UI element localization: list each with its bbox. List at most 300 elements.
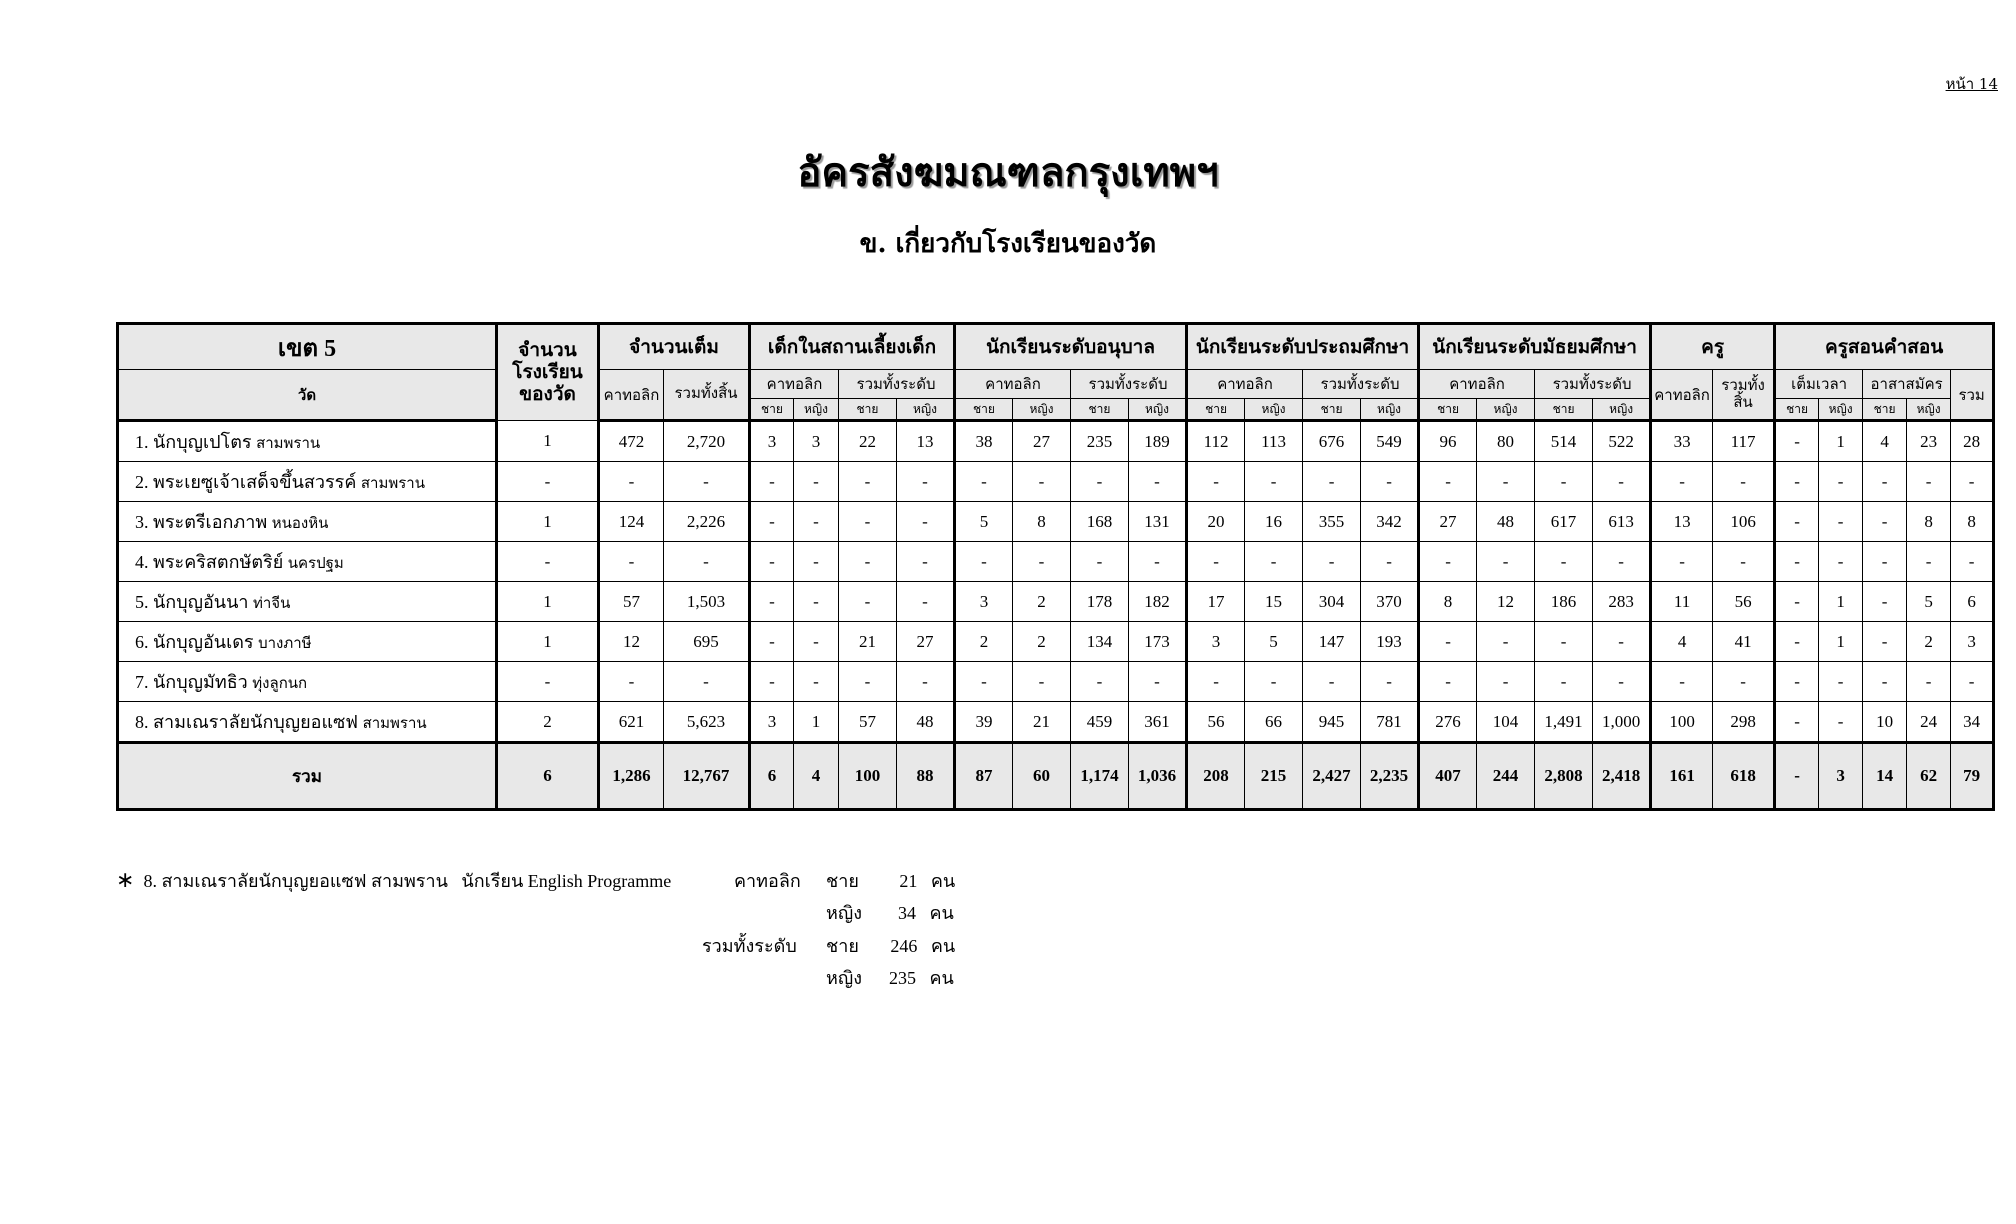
table-cell: - bbox=[1071, 662, 1129, 702]
total-cell: 4 bbox=[794, 743, 839, 810]
teachers-catholic-header: คาทอลิก bbox=[1651, 370, 1713, 421]
total-cell: 88 bbox=[897, 743, 955, 810]
table-cell: 8 bbox=[1013, 502, 1071, 542]
total-cell: 618 bbox=[1713, 743, 1775, 810]
total-cell: 79 bbox=[1951, 743, 1994, 810]
table-cell: - bbox=[1129, 542, 1187, 582]
table-cell: - bbox=[1863, 662, 1907, 702]
total-cell: 62 bbox=[1907, 743, 1951, 810]
table-cell: 1 bbox=[497, 582, 599, 622]
table-cell: - bbox=[1863, 462, 1907, 502]
table-cell: - bbox=[1245, 542, 1303, 582]
table-cell: - bbox=[897, 462, 955, 502]
table-cell: - bbox=[794, 582, 839, 622]
primary-header: นักเรียนระดับประถมศึกษา bbox=[1187, 324, 1419, 370]
table-cell: - bbox=[1775, 582, 1819, 622]
table-cell: 3 bbox=[750, 421, 794, 462]
wat-name: 6. นักบุญอันเดร บางภาษี bbox=[118, 622, 497, 662]
table-row bbox=[118, 462, 1994, 502]
table-cell: 2 bbox=[497, 702, 599, 743]
table-cell: 304 bbox=[1303, 582, 1361, 622]
secondary-all-female-header: หญิง bbox=[1593, 399, 1651, 421]
table-cell: 6 bbox=[1951, 582, 1994, 622]
table-cell: 283 bbox=[1593, 582, 1651, 622]
table-cell: - bbox=[1775, 662, 1819, 702]
total-cell: 1,286 bbox=[599, 743, 664, 810]
table-cell: 80 bbox=[1477, 421, 1535, 462]
table-cell: 2 bbox=[1907, 622, 1951, 662]
table-cell: - bbox=[1951, 662, 1994, 702]
table-cell: - bbox=[1535, 462, 1593, 502]
wat-name: 3. พระตรีเอกภาพ หนองหิน bbox=[118, 502, 497, 542]
table-cell: - bbox=[1863, 622, 1907, 662]
table-cell: 5 bbox=[1907, 582, 1951, 622]
table-cell: 5 bbox=[955, 502, 1013, 542]
total-cell: 407 bbox=[1419, 743, 1477, 810]
table-cell: 189 bbox=[1129, 421, 1187, 462]
footnote-row-catholic-female: หญิง 34 คน bbox=[826, 903, 954, 923]
table-cell: 945 bbox=[1303, 702, 1361, 743]
table-cell: - bbox=[897, 502, 955, 542]
table-cell: - bbox=[794, 502, 839, 542]
fulltime-header: เต็มเวลา bbox=[1775, 370, 1863, 399]
table-cell: - bbox=[1713, 462, 1775, 502]
table-cell: 48 bbox=[1477, 502, 1535, 542]
primary-catholic-female-header: หญิง bbox=[1245, 399, 1303, 421]
full-catholic-header: คาทอลิก bbox=[599, 370, 664, 421]
table-cell: - bbox=[1013, 462, 1071, 502]
table-row bbox=[118, 502, 1994, 542]
table-cell: 2,226 bbox=[664, 502, 750, 542]
table-cell: - bbox=[839, 542, 897, 582]
table-cell: - bbox=[750, 622, 794, 662]
school-statistics-table bbox=[116, 322, 1995, 811]
table-cell: 355 bbox=[1303, 502, 1361, 542]
table-cell: 3 bbox=[1187, 622, 1245, 662]
table-cell: - bbox=[1819, 662, 1863, 702]
catechist-total-header: รวม bbox=[1951, 370, 1994, 421]
table-cell: - bbox=[839, 662, 897, 702]
total-label: รวม bbox=[118, 743, 497, 810]
table-cell: 117 bbox=[1713, 421, 1775, 462]
table-cell: - bbox=[1651, 662, 1713, 702]
table-cell: 33 bbox=[1651, 421, 1713, 462]
secondary-all-male-header: ชาย bbox=[1535, 399, 1593, 421]
table-cell: 361 bbox=[1129, 702, 1187, 743]
table-cell: - bbox=[1819, 542, 1863, 582]
table-cell: - bbox=[794, 622, 839, 662]
footnote-star: ∗ bbox=[116, 867, 135, 892]
table-cell: 38 bbox=[955, 421, 1013, 462]
table-cell: - bbox=[1863, 542, 1907, 582]
table-cell: - bbox=[599, 462, 664, 502]
table-cell: - bbox=[897, 582, 955, 622]
table-cell: 617 bbox=[1535, 502, 1593, 542]
primary-all-male-header: ชาย bbox=[1303, 399, 1361, 421]
table-cell: 134 bbox=[1071, 622, 1129, 662]
primary-catholic-header: คาทอลิก bbox=[1187, 370, 1303, 399]
table-cell: 13 bbox=[1651, 502, 1713, 542]
table-cell: 3 bbox=[794, 421, 839, 462]
table-cell: - bbox=[750, 462, 794, 502]
kg-all-male-header: ชาย bbox=[1071, 399, 1129, 421]
page-number: หน้า 14 bbox=[1945, 75, 1998, 93]
table-cell: - bbox=[1775, 542, 1819, 582]
table-cell: - bbox=[1303, 662, 1361, 702]
table-cell: 57 bbox=[599, 582, 664, 622]
catechists-header: ครูสอนคำสอน bbox=[1775, 324, 1994, 370]
secondary-catholic-male-header: ชาย bbox=[1419, 399, 1477, 421]
table-cell: - bbox=[1361, 462, 1419, 502]
table-row bbox=[118, 702, 1994, 743]
table-cell: 20 bbox=[1187, 502, 1245, 542]
table-cell: - bbox=[794, 462, 839, 502]
footnote-all-label: รวมทั้งระดับ bbox=[702, 936, 797, 956]
total-cell: 215 bbox=[1245, 743, 1303, 810]
table-cell: - bbox=[1819, 502, 1863, 542]
teachers-grand-total-header: รวมทั้งสิ้น bbox=[1713, 370, 1775, 421]
total-cell: 2,235 bbox=[1361, 743, 1419, 810]
table-cell: - bbox=[1713, 542, 1775, 582]
secondary-header: นักเรียนระดับมัธยมศึกษา bbox=[1419, 324, 1651, 370]
table-cell: - bbox=[1651, 462, 1713, 502]
table-cell: 2 bbox=[1013, 582, 1071, 622]
table-cell: - bbox=[1775, 502, 1819, 542]
table-cell: 27 bbox=[1419, 502, 1477, 542]
table-row bbox=[118, 582, 1994, 622]
table-cell: - bbox=[1593, 462, 1651, 502]
table-cell: 12 bbox=[1477, 582, 1535, 622]
secondary-all-header: รวมทั้งระดับ bbox=[1535, 370, 1651, 399]
table-cell: - bbox=[1535, 622, 1593, 662]
page-subtitle: ข. เกี่ยวกับโรงเรียนของวัด bbox=[859, 229, 1157, 259]
table-cell: 21 bbox=[839, 622, 897, 662]
table-cell: 10 bbox=[1863, 702, 1907, 743]
table-cell: 13 bbox=[897, 421, 955, 462]
table-row bbox=[118, 662, 1994, 702]
zone-header: เขต 5 bbox=[118, 324, 497, 370]
table-cell: - bbox=[750, 542, 794, 582]
table-cell: - bbox=[955, 662, 1013, 702]
table-cell: 4 bbox=[1863, 421, 1907, 462]
table-cell: 8 bbox=[1951, 502, 1994, 542]
table-cell: - bbox=[1013, 662, 1071, 702]
table-cell: - bbox=[1535, 542, 1593, 582]
nursery-all-male-header: ชาย bbox=[839, 399, 897, 421]
table-cell: 1 bbox=[1819, 622, 1863, 662]
table-cell: 124 bbox=[599, 502, 664, 542]
secondary-catholic-header: คาทอลิก bbox=[1419, 370, 1535, 399]
table-row bbox=[118, 542, 1994, 582]
table-cell: - bbox=[1477, 622, 1535, 662]
footnote-row-catholic-male: ชาย 21 คน bbox=[826, 871, 956, 891]
table-cell: - bbox=[1775, 622, 1819, 662]
wat-name: 4. พระคริสตกษัตริย์ นครปฐม bbox=[118, 542, 497, 582]
table-cell: - bbox=[1419, 622, 1477, 662]
table-cell: - bbox=[664, 542, 750, 582]
table-cell: - bbox=[497, 662, 599, 702]
table-cell: - bbox=[1477, 462, 1535, 502]
table-cell: 193 bbox=[1361, 622, 1419, 662]
table-cell: 3 bbox=[1951, 622, 1994, 662]
table-cell: 1 bbox=[1819, 421, 1863, 462]
teachers-header: ครู bbox=[1651, 324, 1775, 370]
nursery-all-female-header: หญิง bbox=[897, 399, 955, 421]
volunteer-female-header: หญิง bbox=[1907, 399, 1951, 421]
table-cell: - bbox=[1419, 662, 1477, 702]
table-cell: - bbox=[1819, 702, 1863, 743]
table-cell: 57 bbox=[839, 702, 897, 743]
table-cell: - bbox=[750, 662, 794, 702]
table-cell: 613 bbox=[1593, 502, 1651, 542]
kg-catholic-female-header: หญิง bbox=[1013, 399, 1071, 421]
footnote-line-1 bbox=[116, 866, 671, 895]
school-count-header: จำนวน โรงเรียนของวัด bbox=[497, 324, 599, 421]
total-cell: 244 bbox=[1477, 743, 1535, 810]
table-cell: - bbox=[497, 542, 599, 582]
nursery-catholic-male-header: ชาย bbox=[750, 399, 794, 421]
table-cell: - bbox=[1863, 582, 1907, 622]
table-cell: 22 bbox=[839, 421, 897, 462]
table-cell: 1 bbox=[497, 421, 599, 462]
table-cell: 104 bbox=[1477, 702, 1535, 743]
wat-name: 1. นักบุญเปโตร สามพราน bbox=[118, 421, 497, 462]
table-cell: 147 bbox=[1303, 622, 1361, 662]
table-cell: 459 bbox=[1071, 702, 1129, 743]
table-cell: - bbox=[1187, 662, 1245, 702]
table-cell: 39 bbox=[955, 702, 1013, 743]
table-cell: - bbox=[1775, 702, 1819, 743]
table-cell: 298 bbox=[1713, 702, 1775, 743]
total-cell: 6 bbox=[497, 743, 599, 810]
table-cell: - bbox=[1245, 462, 1303, 502]
table-cell: - bbox=[1129, 662, 1187, 702]
table-cell: - bbox=[1129, 462, 1187, 502]
table-cell: 112 bbox=[1187, 421, 1245, 462]
table-cell: 549 bbox=[1361, 421, 1419, 462]
table-cell: - bbox=[897, 542, 955, 582]
table-row bbox=[118, 421, 1994, 462]
table-cell: - bbox=[1071, 462, 1129, 502]
table-cell: - bbox=[1713, 662, 1775, 702]
wat-name: 8. สามเณราลัยนักบุญยอแซฟ สามพราน bbox=[118, 702, 497, 743]
fulltime-male-header: ชาย bbox=[1775, 399, 1819, 421]
footnote-school: 8. สามเณราลัยนักบุญยอแซฟ สามพราน bbox=[143, 871, 448, 891]
total-cell: 6 bbox=[750, 743, 794, 810]
wat-name: 2. พระเยซูเจ้าเสด็จขึ้นสวรรค์ สามพราน bbox=[118, 462, 497, 502]
kindergarten-header: นักเรียนระดับอนุบาล bbox=[955, 324, 1187, 370]
total-cell: 60 bbox=[1013, 743, 1071, 810]
table-cell: 5,623 bbox=[664, 702, 750, 743]
table-cell: - bbox=[839, 462, 897, 502]
table-cell: - bbox=[497, 462, 599, 502]
table-cell: - bbox=[1775, 462, 1819, 502]
table-cell: - bbox=[1775, 421, 1819, 462]
table-cell: 370 bbox=[1361, 582, 1419, 622]
table-cell: 235 bbox=[1071, 421, 1129, 462]
total-cell: 12,767 bbox=[664, 743, 750, 810]
table-cell: - bbox=[1245, 662, 1303, 702]
table-cell: - bbox=[1477, 662, 1535, 702]
total-cell: 87 bbox=[955, 743, 1013, 810]
total-cell: 14 bbox=[1863, 743, 1907, 810]
table-cell: 48 bbox=[897, 702, 955, 743]
total-cell: 208 bbox=[1187, 743, 1245, 810]
table-cell: 15 bbox=[1245, 582, 1303, 622]
table-cell: 56 bbox=[1713, 582, 1775, 622]
total-cell: 2,427 bbox=[1303, 743, 1361, 810]
table-cell: 66 bbox=[1245, 702, 1303, 743]
table-cell: 695 bbox=[664, 622, 750, 662]
table-cell: - bbox=[1303, 462, 1361, 502]
nursery-all-header: รวมทั้งระดับ bbox=[839, 370, 955, 399]
table-cell: 11 bbox=[1651, 582, 1713, 622]
nursery-header: เด็กในสถานเลี้ยงเด็ก bbox=[750, 324, 955, 370]
nursery-catholic-header: คาทอลิก bbox=[750, 370, 839, 399]
wat-name: 5. นักบุญอันนา ท่าจีน bbox=[118, 582, 497, 622]
table-row bbox=[118, 622, 1994, 662]
table-cell: 27 bbox=[1013, 421, 1071, 462]
table-cell: 113 bbox=[1245, 421, 1303, 462]
table-cell: - bbox=[1187, 462, 1245, 502]
table-cell: 1,491 bbox=[1535, 702, 1593, 743]
total-cell: 3 bbox=[1819, 743, 1863, 810]
page-title: อัครสังฆมณฑลกรุงเทพฯ bbox=[797, 149, 1219, 196]
kg-all-female-header: หญิง bbox=[1129, 399, 1187, 421]
table-cell: - bbox=[1907, 542, 1951, 582]
fulltime-female-header: หญิง bbox=[1819, 399, 1863, 421]
table-cell: - bbox=[750, 502, 794, 542]
footnote-program: นักเรียน English Programme bbox=[461, 871, 672, 891]
table-cell: 3 bbox=[955, 582, 1013, 622]
kg-catholic-male-header: ชาย bbox=[955, 399, 1013, 421]
table-cell: 8 bbox=[1419, 582, 1477, 622]
kg-catholic-header: คาทอลิก bbox=[955, 370, 1071, 399]
table-cell: 2,720 bbox=[664, 421, 750, 462]
table-cell: 5 bbox=[1245, 622, 1303, 662]
table-cell: - bbox=[664, 462, 750, 502]
table-cell: 106 bbox=[1713, 502, 1775, 542]
table-cell: - bbox=[794, 542, 839, 582]
table-cell: 34 bbox=[1951, 702, 1994, 743]
table-cell: - bbox=[1819, 462, 1863, 502]
footnote-row-all-male: ชาย 246 คน bbox=[826, 936, 956, 956]
table-cell: 21 bbox=[1013, 702, 1071, 743]
table-cell: 522 bbox=[1593, 421, 1651, 462]
table-cell: - bbox=[1419, 462, 1477, 502]
total-cell: 161 bbox=[1651, 743, 1713, 810]
table-cell: - bbox=[794, 662, 839, 702]
table-cell: - bbox=[955, 462, 1013, 502]
table-cell: 27 bbox=[897, 622, 955, 662]
primary-catholic-male-header: ชาย bbox=[1187, 399, 1245, 421]
table-cell: 781 bbox=[1361, 702, 1419, 743]
table-cell: - bbox=[1013, 542, 1071, 582]
table-cell: - bbox=[1951, 542, 1994, 582]
table-cell: 100 bbox=[1651, 702, 1713, 743]
total-cell: 1,036 bbox=[1129, 743, 1187, 810]
table-cell: 2 bbox=[955, 622, 1013, 662]
primary-all-header: รวมทั้งระดับ bbox=[1303, 370, 1419, 399]
table-cell: 1 bbox=[1819, 582, 1863, 622]
table-cell: - bbox=[1361, 662, 1419, 702]
table-cell: 1,503 bbox=[664, 582, 750, 622]
footnote-row-all-female: หญิง 235 คน bbox=[826, 968, 954, 988]
table-cell: 276 bbox=[1419, 702, 1477, 743]
table-cell: 23 bbox=[1907, 421, 1951, 462]
table-cell: 472 bbox=[599, 421, 664, 462]
wat-header: วัด bbox=[118, 370, 497, 421]
wat-name: 7. นักบุญมัทธิว ทุ่งลูกนก bbox=[118, 662, 497, 702]
table-cell: - bbox=[1477, 542, 1535, 582]
table-cell: - bbox=[839, 502, 897, 542]
table-cell: - bbox=[599, 542, 664, 582]
table-cell: - bbox=[1651, 542, 1713, 582]
table-cell: 168 bbox=[1071, 502, 1129, 542]
nursery-catholic-female-header: หญิง bbox=[794, 399, 839, 421]
table-cell: 621 bbox=[599, 702, 664, 743]
table-cell: 17 bbox=[1187, 582, 1245, 622]
footnote-catholic-label: คาทอลิก bbox=[734, 871, 801, 891]
table-cell: - bbox=[1863, 502, 1907, 542]
table-cell: - bbox=[599, 662, 664, 702]
table-cell: 24 bbox=[1907, 702, 1951, 743]
table-cell: - bbox=[1071, 542, 1129, 582]
table-cell: 41 bbox=[1713, 622, 1775, 662]
table-cell: 12 bbox=[599, 622, 664, 662]
table-cell: - bbox=[1303, 542, 1361, 582]
table-cell: - bbox=[1593, 662, 1651, 702]
table-cell: - bbox=[664, 662, 750, 702]
table-cell: - bbox=[1593, 622, 1651, 662]
table-cell: 1 bbox=[794, 702, 839, 743]
volunteer-header: อาสาสมัคร bbox=[1863, 370, 1951, 399]
secondary-catholic-female-header: หญิง bbox=[1477, 399, 1535, 421]
table-cell: - bbox=[1907, 662, 1951, 702]
table-cell: - bbox=[1361, 542, 1419, 582]
total-cell: 100 bbox=[839, 743, 897, 810]
table-cell: 342 bbox=[1361, 502, 1419, 542]
table-cell: 28 bbox=[1951, 421, 1994, 462]
table-cell: 178 bbox=[1071, 582, 1129, 622]
table-cell: - bbox=[1593, 542, 1651, 582]
total-cell: 2,808 bbox=[1535, 743, 1593, 810]
table-cell: - bbox=[1419, 542, 1477, 582]
table-cell: 1 bbox=[497, 622, 599, 662]
table-cell: - bbox=[1535, 662, 1593, 702]
table-cell: 3 bbox=[750, 702, 794, 743]
total-cell: 2,418 bbox=[1593, 743, 1651, 810]
table-cell: 186 bbox=[1535, 582, 1593, 622]
kg-all-header: รวมทั้งระดับ bbox=[1071, 370, 1187, 399]
table-cell: - bbox=[955, 542, 1013, 582]
table-cell: 8 bbox=[1907, 502, 1951, 542]
table-cell: 2 bbox=[1013, 622, 1071, 662]
volunteer-male-header: ชาย bbox=[1863, 399, 1907, 421]
table-cell: 676 bbox=[1303, 421, 1361, 462]
table-cell: 182 bbox=[1129, 582, 1187, 622]
full-count-header: จำนวนเต็ม bbox=[599, 324, 750, 370]
table-cell: - bbox=[1907, 462, 1951, 502]
table-cell: - bbox=[1187, 542, 1245, 582]
table-cell: - bbox=[839, 582, 897, 622]
table-cell: - bbox=[750, 582, 794, 622]
primary-all-female-header: หญิง bbox=[1361, 399, 1419, 421]
table-cell: 131 bbox=[1129, 502, 1187, 542]
table-cell: 1,000 bbox=[1593, 702, 1651, 743]
table-cell: 1 bbox=[497, 502, 599, 542]
table-cell: 96 bbox=[1419, 421, 1477, 462]
